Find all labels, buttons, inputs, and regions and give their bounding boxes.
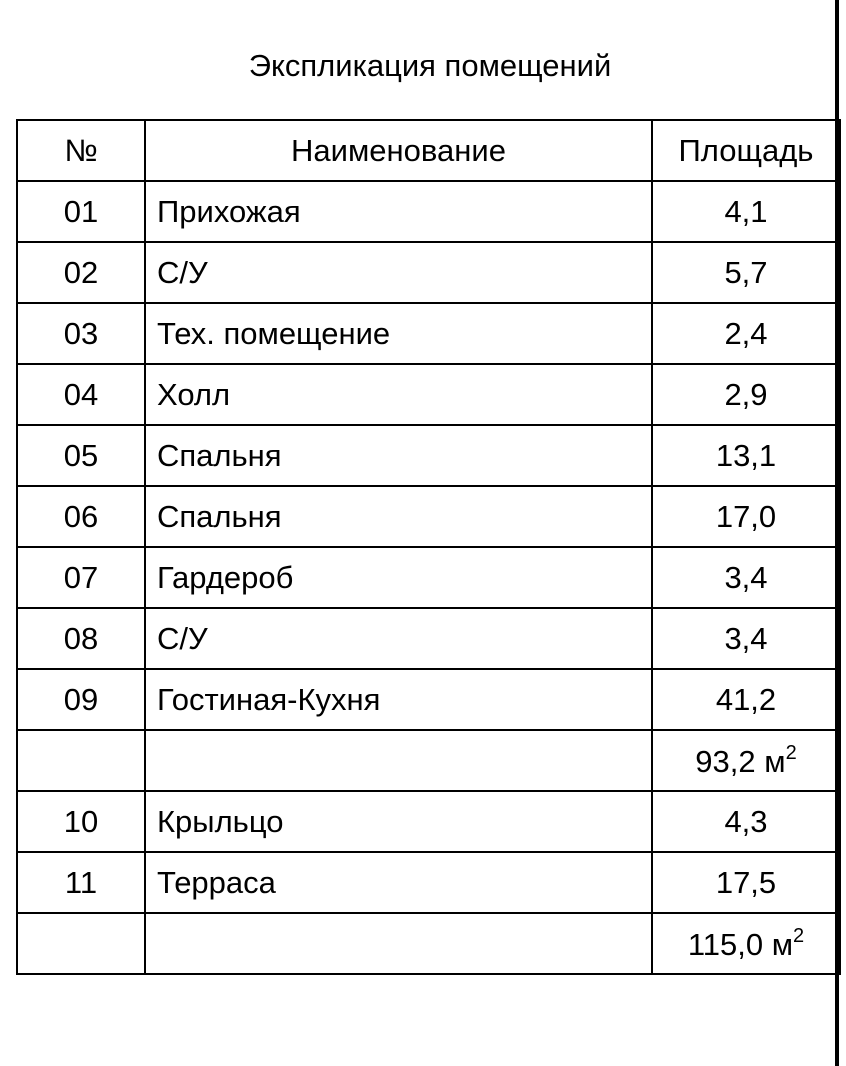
table-row [17, 852, 840, 913]
table-row [17, 242, 840, 303]
row-name [145, 730, 652, 791]
table-row [17, 364, 840, 425]
total-row [17, 913, 840, 974]
row-name: С/У [145, 608, 652, 669]
row-number: 07 [17, 547, 145, 608]
table-row [17, 303, 840, 364]
row-name: Прихожая [145, 181, 652, 242]
row-area: 3,4 [652, 608, 840, 669]
table-row [17, 486, 840, 547]
row-number: 04 [17, 364, 145, 425]
row-number: 10 [17, 791, 145, 852]
subtotal-area [652, 730, 840, 791]
row-number: 01 [17, 181, 145, 242]
row-area: 5,7 [652, 242, 840, 303]
row-area: 41,2 [652, 669, 840, 730]
subtotal-area-value: 93,2 м [695, 743, 786, 779]
row-area: 3,4 [652, 547, 840, 608]
unit-superscript: 2 [785, 741, 797, 764]
table-row [17, 791, 840, 852]
row-area: 4,1 [652, 181, 840, 242]
rooms-table [16, 119, 841, 975]
row-number: 09 [17, 669, 145, 730]
total-area-value: 115,0 м [687, 926, 794, 962]
row-name [145, 913, 652, 974]
table-row [17, 547, 840, 608]
row-number: 08 [17, 608, 145, 669]
row-number [17, 913, 145, 974]
row-number: 05 [17, 425, 145, 486]
row-number [17, 730, 145, 791]
row-name: Спальня [145, 486, 652, 547]
row-number: 11 [17, 852, 145, 913]
row-name: Терраса [145, 852, 652, 913]
row-name: Тех. помещение [145, 303, 652, 364]
table-row [17, 608, 840, 669]
row-area: 2,4 [652, 303, 840, 364]
row-area: 4,3 [652, 791, 840, 852]
header-number: № [17, 120, 145, 181]
row-name: Гостиная-Кухня [145, 669, 652, 730]
table-row [17, 181, 840, 242]
table-title: Экспликация помещений [248, 48, 612, 83]
row-name: Крыльцо [145, 791, 652, 852]
row-name: С/У [145, 242, 652, 303]
row-number: 03 [17, 303, 145, 364]
row-name: Гардероб [145, 547, 652, 608]
row-area: 17,5 [652, 852, 840, 913]
row-area: 17,0 [652, 486, 840, 547]
table-row [17, 669, 840, 730]
row-name: Спальня [145, 425, 652, 486]
header-area: Площадь [652, 120, 840, 181]
row-number: 02 [17, 242, 145, 303]
row-number: 06 [17, 486, 145, 547]
row-name: Холл [145, 364, 652, 425]
unit-superscript: 2 [793, 924, 805, 947]
row-area: 2,9 [652, 364, 840, 425]
header-name: Наименование [145, 120, 652, 181]
subtotal-row [17, 730, 840, 791]
table-header-row [17, 120, 840, 181]
row-area: 13,1 [652, 425, 840, 486]
table-row [17, 425, 840, 486]
total-area [652, 913, 840, 974]
